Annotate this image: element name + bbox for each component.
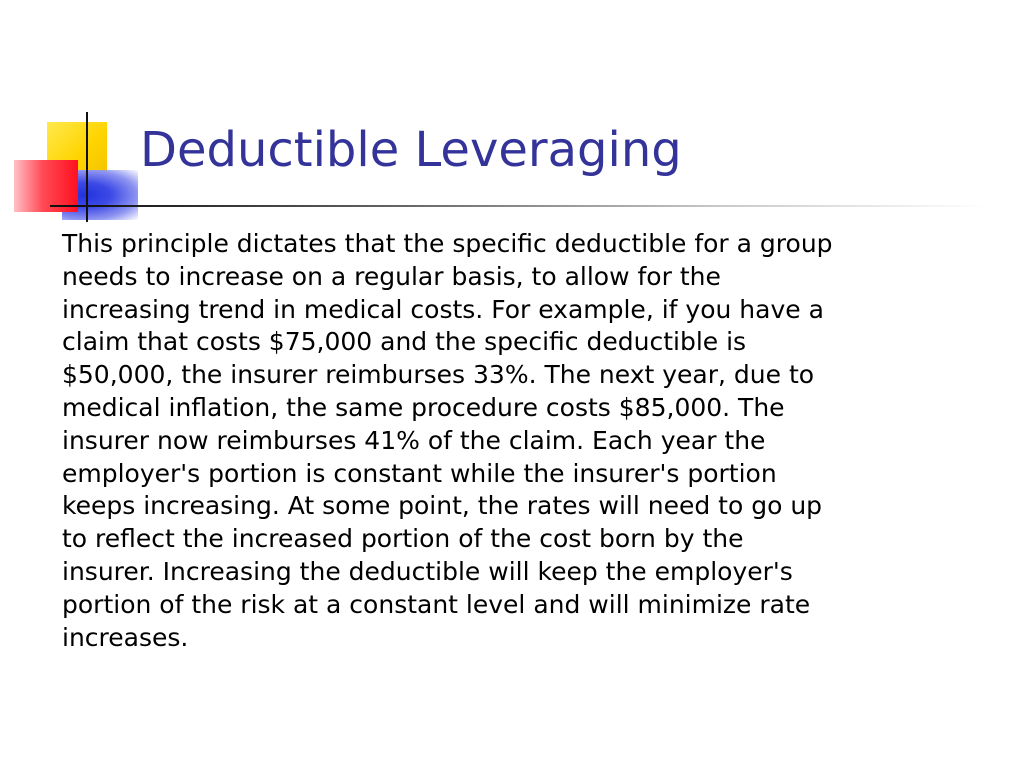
body-line: to reflect the increased portion of the cost born by the — [62, 524, 744, 554]
title-underline — [88, 205, 988, 207]
body-line: This principle dictates that the specific deductible for a group — [62, 229, 833, 258]
body-line: increasing trend in medical costs. For example, if you have a — [62, 294, 824, 324]
body-line: insurer now reimburses 41% of the claim. Each year the — [62, 425, 766, 455]
body-line: $50,000, the insurer reimburses 33%. The next year, due to — [62, 360, 815, 390]
body-line: portion of the risk at a constant level and will minimize rate — [62, 589, 811, 619]
body-line: claim that costs $75,000 and the specific deductible is — [62, 327, 747, 357]
body-line: keeps increasing. At some point, the rates will need to go up — [62, 491, 823, 521]
horizontal-line-short — [50, 205, 90, 207]
body-line: employer's portion is constant while the insurer's portion — [62, 458, 777, 488]
body-line: increases. — [62, 622, 189, 652]
slide-body — [62, 228, 992, 654]
slide-title: Deductible Leveraging — [140, 122, 682, 178]
body-line: medical inflation, the same procedure costs $85,000. The — [62, 392, 785, 422]
body-line: insurer. Increasing the deductible will keep the employer's — [62, 556, 793, 586]
body-line: needs to increase on a regular basis, to allow for the — [62, 261, 721, 291]
